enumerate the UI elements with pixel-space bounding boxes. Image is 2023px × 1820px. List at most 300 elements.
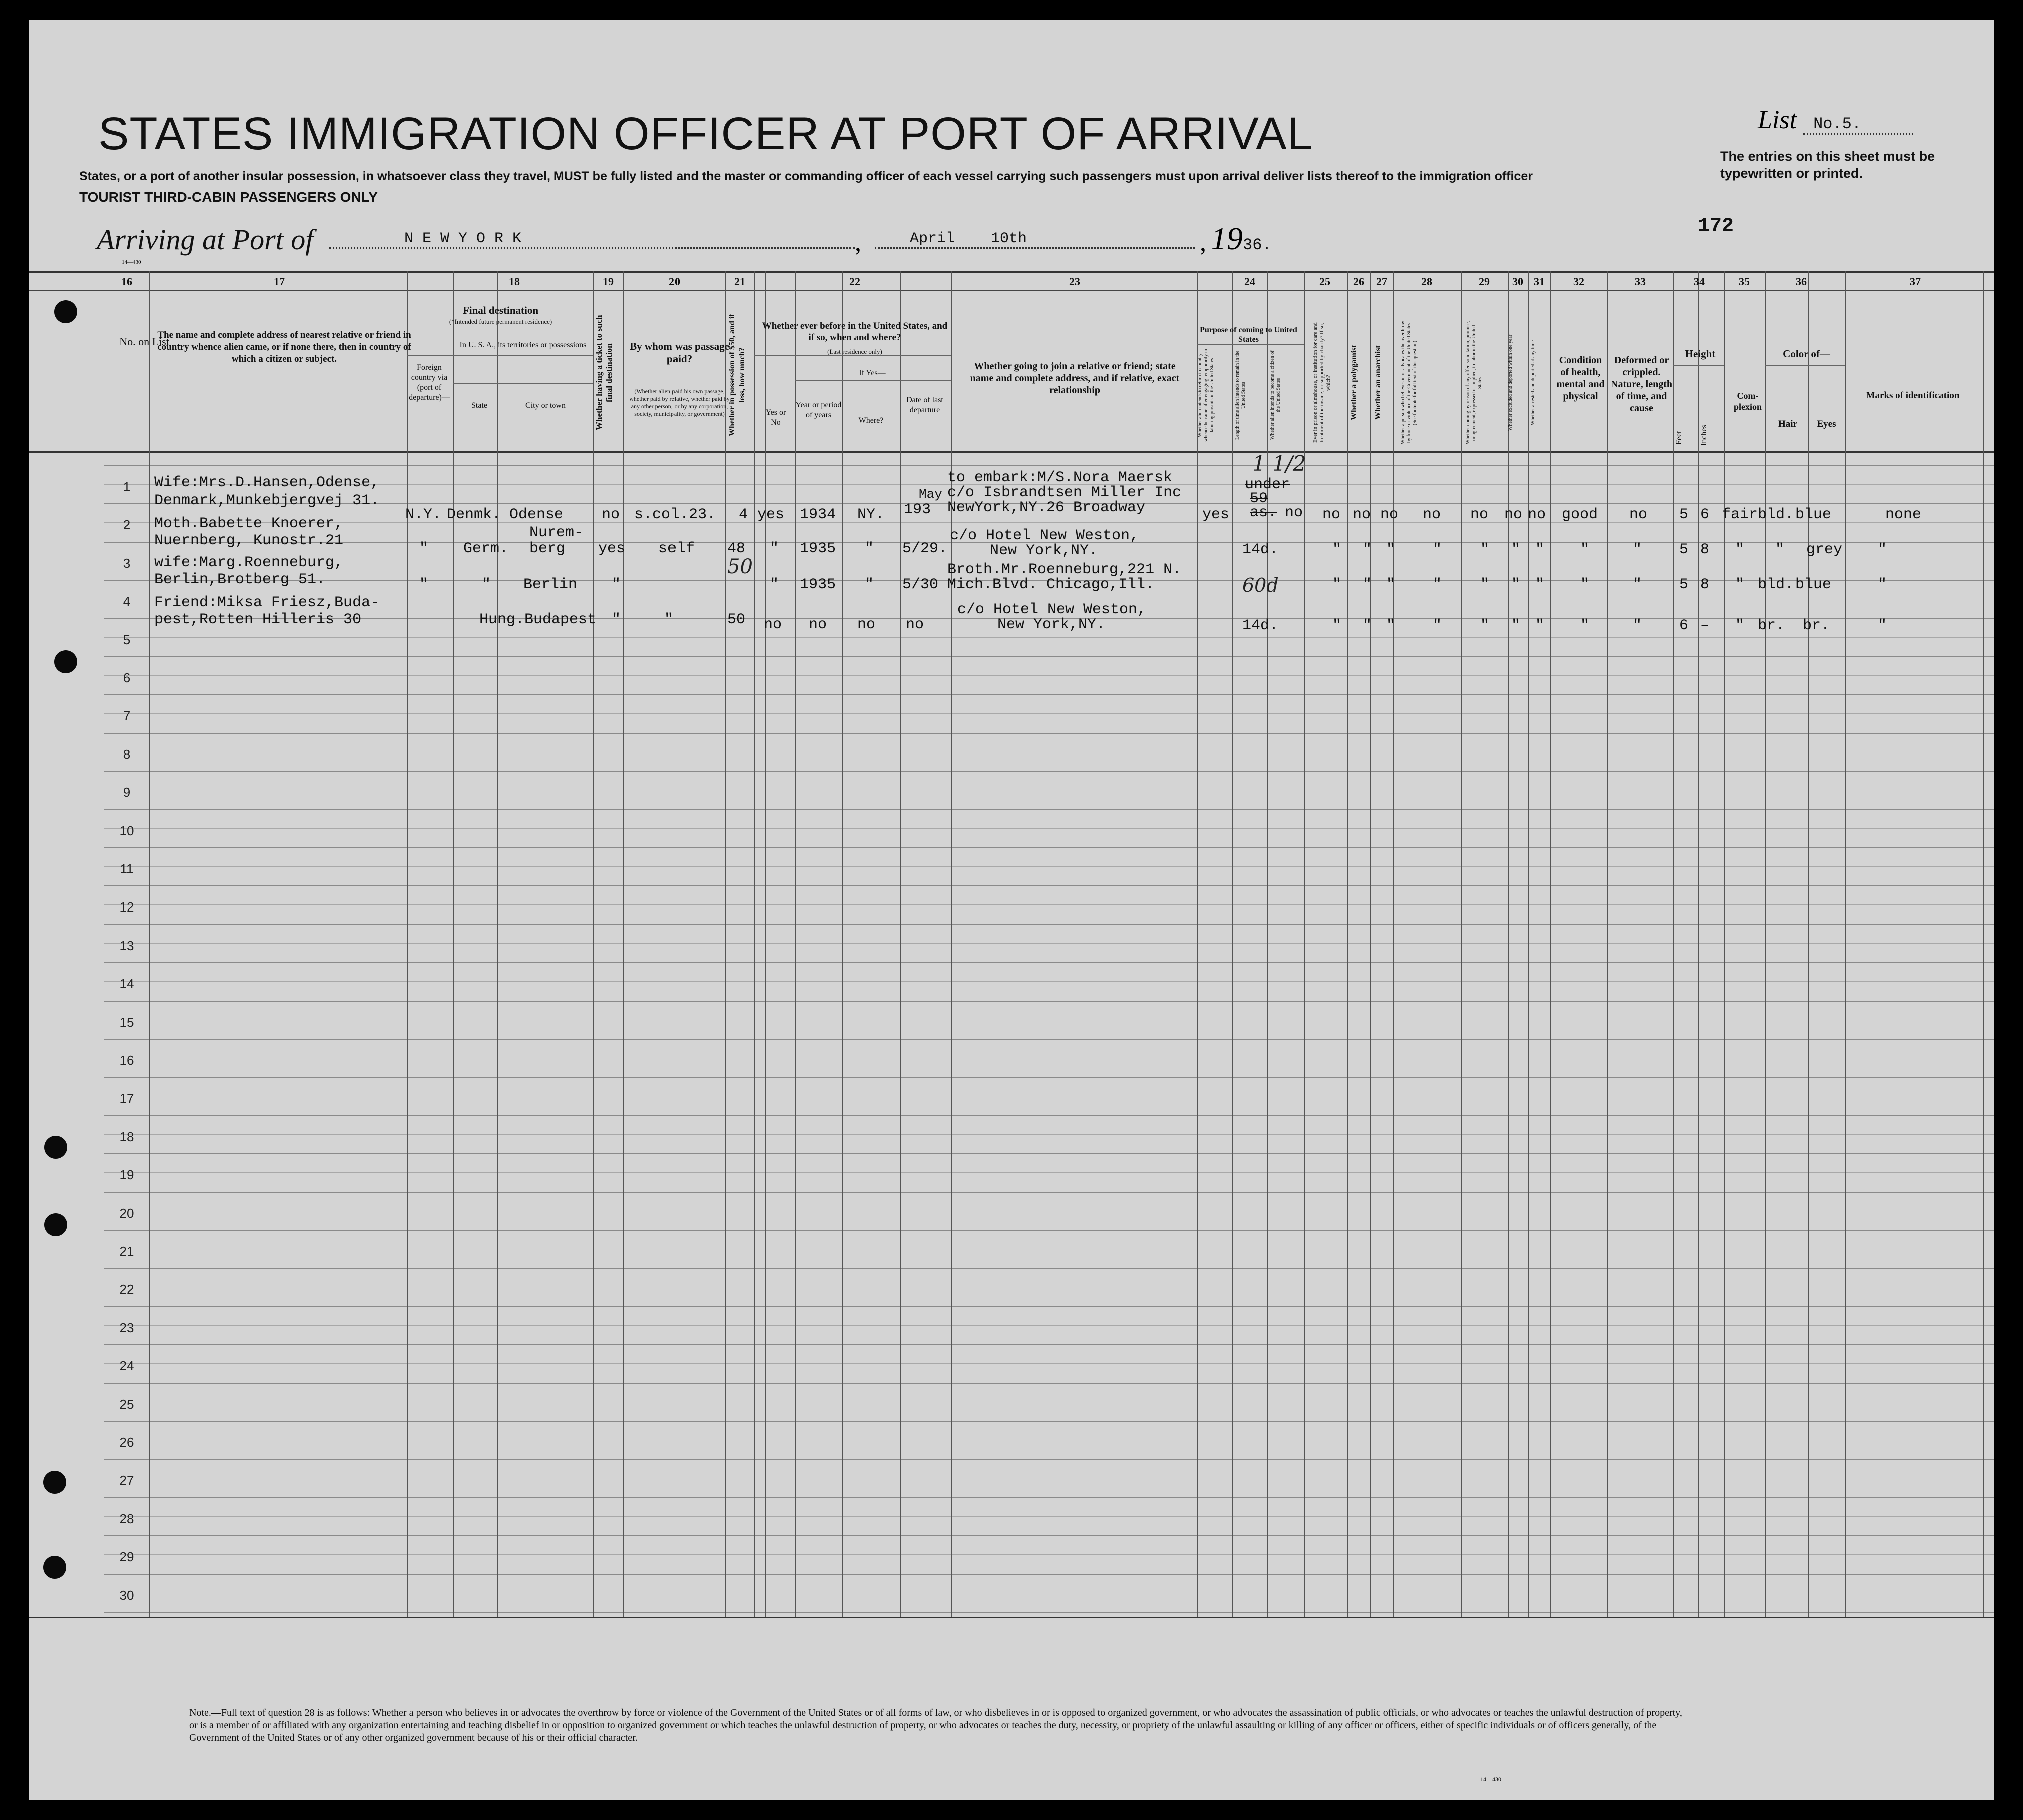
entry-1-q29: no <box>1470 506 1489 523</box>
height-subrule <box>1673 365 1724 366</box>
column-number-36: 36 <box>1796 275 1807 288</box>
entry-1-feet: 5 <box>1679 506 1689 523</box>
row-number-5: 5 <box>123 632 131 647</box>
row-half-rule <box>104 1325 1994 1326</box>
row-number-8: 8 <box>123 747 131 762</box>
header-q30: Whether excluded and deported within one year <box>1508 334 1513 431</box>
header-last-departure: Date of last departure <box>906 396 943 414</box>
column-rule <box>1232 271 1233 1617</box>
entry-4-last-dep: no <box>906 616 924 633</box>
column-number-25: 25 <box>1319 275 1330 288</box>
entry-2-paid-by: self <box>658 540 695 557</box>
entry-2-join-l1: c/o Hotel New Weston, <box>950 527 1139 544</box>
table-top-rule <box>29 271 1994 273</box>
instruction-line: States, or a port of another insular possession, in whatsoever class they travel, MUST be fully listed and the master or commanding officer of each vessel carrying such passengers must upon arrival deliver lists thereof to the immigration officer <box>79 169 1533 183</box>
entry-4-period: no <box>809 616 827 633</box>
entry-1-foreign: N.Y. <box>405 506 442 523</box>
usa-subrule <box>453 383 593 384</box>
row-rule <box>104 1535 1994 1536</box>
entry-4-complexion: " <box>1735 617 1745 634</box>
row-rule <box>104 771 1994 772</box>
header-q28: Whether a person who believes in or advocates the overthrow by force or violence of the Government of the United States (See footnote for full text of this question) <box>1400 321 1418 445</box>
table-bottom-rule <box>29 1617 1994 1618</box>
header-no-on-list: No. on List <box>119 335 169 348</box>
row-rule <box>104 1306 1994 1307</box>
entry-3-feet: 5 <box>1679 576 1689 593</box>
row-number-23: 23 <box>119 1320 134 1335</box>
entry-4-join-l2: New York,NY. <box>997 616 1106 633</box>
row-rule <box>104 1497 1994 1498</box>
column-number-37: 37 <box>1910 275 1921 288</box>
row-rule <box>104 885 1994 886</box>
header-final-destination-sub: (*Intended future permanent residence) <box>449 318 552 325</box>
header-deformed: Deformed or crippled. Nature, length of time, and cause <box>1611 355 1672 414</box>
row-half-rule <box>104 675 1994 676</box>
row-half-rule <box>104 522 1994 523</box>
entry-2-purpose-length: 14d. <box>1242 541 1279 558</box>
row-number-9: 9 <box>123 785 131 800</box>
entry-3-q31: " <box>1535 576 1545 593</box>
column-number-20: 20 <box>669 275 680 288</box>
binder-hole <box>54 650 77 673</box>
column-number-18: 18 <box>509 275 520 288</box>
header-foreign-country: Foreign country via (port of departure)— <box>409 363 450 402</box>
header-purpose: Purpose of coming to United States <box>1200 326 1297 344</box>
entry-3-eyes: blue <box>1795 576 1832 593</box>
column-rule <box>149 271 150 1617</box>
header-bottom-rule <box>29 451 1994 453</box>
entry-1-city: Odense <box>509 506 564 523</box>
header-yes-no: Yes or No <box>765 408 786 427</box>
row-half-rule <box>104 1516 1994 1517</box>
entry-2-q25: " <box>1332 541 1342 558</box>
list-label-text: List <box>1758 106 1797 134</box>
row-rule <box>104 1039 1994 1040</box>
column-rule <box>1508 271 1509 1617</box>
entry-4-inches: – <box>1700 617 1710 634</box>
row-number-22: 22 <box>119 1282 134 1297</box>
row-half-rule <box>104 1134 1994 1135</box>
column-number-16: 16 <box>121 275 132 288</box>
entry-1-q26: no <box>1353 506 1371 523</box>
column-rule <box>1845 271 1846 1617</box>
comma-1: , <box>855 228 861 257</box>
entry-1-purpose-length-hand: 1 1/2 <box>1252 451 1306 476</box>
row-rule <box>104 1383 1994 1384</box>
entry-2-feet: 5 <box>1679 541 1689 558</box>
arriving-label: Arriving at Port of <box>97 223 314 256</box>
entry-3-q27: " <box>1386 576 1396 593</box>
header-complexion: Com-plexion <box>1733 391 1762 412</box>
entry-3-where: " <box>865 576 874 593</box>
column-rule <box>1698 271 1699 1617</box>
row-number-28: 28 <box>119 1511 134 1526</box>
row-rule <box>104 1115 1994 1116</box>
column-rule <box>453 271 454 1617</box>
row-number-10: 10 <box>119 823 134 838</box>
row-half-rule <box>104 904 1994 905</box>
column-number-31: 31 <box>1534 275 1545 288</box>
entry-3-relative-l1: wife:Marg.Roenneburg, <box>154 554 344 571</box>
entry-2-where: " <box>865 540 874 557</box>
entry-1-last-dep: 193 <box>904 501 931 518</box>
year-prefix: 19 <box>1211 221 1243 256</box>
final-destination-subrule <box>407 355 593 356</box>
binder-hole <box>44 1136 67 1159</box>
column-number-28: 28 <box>1421 275 1432 288</box>
header-final-destination: Final destination <box>462 304 539 316</box>
column-rule <box>407 271 408 1617</box>
row-number-24: 24 <box>119 1358 134 1373</box>
entry-2-before-yes: " <box>770 540 779 557</box>
color-subrule <box>1765 365 1845 366</box>
row-half-rule <box>104 866 1994 867</box>
entry-1-state: Denmk. <box>447 506 501 523</box>
column-rule <box>1808 271 1809 1617</box>
entry-1-q25: no <box>1322 506 1341 523</box>
column-number-26: 26 <box>1353 275 1364 288</box>
entry-1-money: 4 <box>739 506 748 523</box>
row-rule <box>104 1421 1994 1422</box>
row-rule <box>104 656 1994 657</box>
entry-3-city: Berlin <box>523 576 578 593</box>
header-height: Height <box>1685 348 1716 360</box>
entry-1-purpose-citizen: no <box>1285 504 1303 521</box>
entry-3-health: " <box>1580 576 1590 593</box>
entry-3-hair: bld. <box>1758 576 1794 593</box>
column-rule <box>754 271 755 1617</box>
header-purpose-citizen: Whether alien intends to become a citizen of the United States <box>1270 350 1281 440</box>
row-half-rule <box>104 1172 1994 1173</box>
entry-3-purpose-length-hand: 60d <box>1242 574 1279 596</box>
entry-4-eyes: br. <box>1803 617 1830 634</box>
entry-4-q27: " <box>1386 617 1396 634</box>
column-rule <box>900 271 901 1617</box>
entry-1-period: 1934 <box>800 506 836 523</box>
entry-3-period: 1935 <box>800 576 836 593</box>
entry-2-money: 48 <box>727 540 746 557</box>
header-ticket: Whether having a ticket to such final destination <box>594 315 614 431</box>
binder-hole <box>44 1213 67 1236</box>
row-number-18: 18 <box>119 1129 134 1144</box>
row-number-30: 30 <box>119 1588 134 1603</box>
header-passage-paid-sub: (Whether alien paid his own passage, whether paid by relative, whether paid by any other person, or by any corporation, society, municipality, or government) <box>629 388 730 417</box>
column-rule <box>1765 271 1766 1617</box>
header-eyes: Eyes <box>1817 419 1836 429</box>
header-health: Condition of health, mental and physical <box>1556 355 1605 402</box>
column-number-27: 27 <box>1376 275 1387 288</box>
binder-hole <box>43 1556 66 1579</box>
arrival-day: 10th <box>991 230 1027 247</box>
row-rule <box>104 1268 1994 1269</box>
entry-1-eyes: blue <box>1795 506 1832 523</box>
entry-4-q31: " <box>1535 617 1545 634</box>
row-number-15: 15 <box>119 1015 134 1030</box>
entry-2-foreign: " <box>419 540 429 557</box>
row-half-rule <box>104 637 1994 638</box>
entry-3-q30: " <box>1511 576 1521 593</box>
row-number-21: 21 <box>119 1244 134 1259</box>
entry-2-period: 1935 <box>800 540 836 557</box>
header-hair: Hair <box>1778 419 1797 429</box>
footnote-form-code: 14—430 <box>1480 1776 1501 1783</box>
entry-1-health: good <box>1562 506 1598 523</box>
entry-4-q28: " <box>1433 617 1442 634</box>
entry-2-marks: " <box>1878 541 1887 558</box>
column-rule <box>1197 271 1198 1617</box>
entry-1-purpose-length-3: as. <box>1250 504 1277 521</box>
port-of-arrival: N E W Y O R K <box>329 230 855 249</box>
year-suffix: 36. <box>1243 236 1272 254</box>
manifest-sheet <box>29 20 1994 1800</box>
header-q29: Whether coming by reason of any offer, solicitation, promise, or agreement, expressed or implied, to labor in the United States <box>1465 321 1483 445</box>
row-number-26: 26 <box>119 1435 134 1450</box>
entry-1-paid-by: s.col.23. <box>634 506 716 523</box>
entry-4-before-yes: no <box>764 616 782 633</box>
row-half-rule <box>104 981 1994 982</box>
row-number-17: 17 <box>119 1091 134 1106</box>
entry-2-hair: " <box>1775 541 1785 558</box>
entry-2-q29: " <box>1480 541 1490 558</box>
entry-1-inches: 6 <box>1700 506 1710 523</box>
entry-3-money-hand: 50 <box>727 555 753 578</box>
binder-hole <box>43 1471 66 1494</box>
entry-4-paid-by: " <box>664 611 674 628</box>
entry-2-inches: 8 <box>1700 541 1710 558</box>
entry-1-complexion: fair <box>1722 506 1758 523</box>
row-rule <box>104 694 1994 695</box>
row-number-3: 3 <box>123 556 131 571</box>
entry-2-city-l2: berg <box>529 540 566 557</box>
row-rule <box>104 962 1994 963</box>
binder-hole <box>54 300 77 323</box>
entry-2-complexion: " <box>1735 541 1745 558</box>
entry-1-relative-l1: Wife:Mrs.D.Hansen,Odense, <box>154 474 380 491</box>
entry-2-q30: " <box>1511 541 1521 558</box>
column-rule <box>1550 271 1551 1617</box>
entry-2-ticket: yes <box>598 540 626 557</box>
comma-2: , <box>1200 228 1206 257</box>
entry-2-eyes: grey <box>1806 541 1843 558</box>
row-number-12: 12 <box>119 899 134 915</box>
header-previously-in-us-sub: (Last residence only) <box>827 348 882 355</box>
header-purpose-length: Length of time alien intends to remain in the United States <box>1235 350 1246 440</box>
row-number-7: 7 <box>123 708 131 723</box>
entry-1-marks: none <box>1885 506 1922 523</box>
arrival-month: April <box>910 230 955 247</box>
header-period: Year or period of years <box>795 401 842 419</box>
entry-4-q29: " <box>1480 617 1490 634</box>
entry-3-q25: " <box>1332 576 1342 593</box>
row-rule <box>104 1001 1994 1002</box>
column-number-22: 22 <box>849 275 860 288</box>
column-rule <box>1347 271 1348 1617</box>
column-rule <box>497 271 498 1617</box>
row-number-1: 1 <box>123 479 131 494</box>
entry-4-q26: " <box>1363 617 1372 634</box>
header-color-of: Color of— <box>1783 348 1830 360</box>
entry-1-last-dep-month: May <box>919 487 942 502</box>
entry-3-complexion: " <box>1735 576 1745 593</box>
entry-3-inches: 8 <box>1700 576 1710 593</box>
entry-1-join-l1: to embark:M/S.Nora Maersk <box>947 469 1173 486</box>
form-title: STATES IMMIGRATION OFFICER AT PORT OF ARRIVAL <box>98 108 1313 159</box>
entry-3-ticket: " <box>612 576 621 593</box>
column-rule <box>1370 271 1371 1617</box>
entry-1-q31: no <box>1528 506 1546 523</box>
entry-3-marks: " <box>1878 576 1887 593</box>
header-usa: In U. S. A., its territories or possessions <box>459 341 587 349</box>
column-rule <box>593 271 594 1617</box>
entry-4-relative-l2: pest,Rotten Hilleris 30 <box>154 611 362 628</box>
row-number-16: 16 <box>119 1053 134 1068</box>
entry-1-join-l2: c/o Isbrandtsen Miller Inc <box>947 484 1182 501</box>
column-number-30: 30 <box>1512 275 1523 288</box>
entry-3-join-l1: Broth.Mr.Roenneburg,221 N. <box>947 561 1182 578</box>
entry-4-relative-l1: Friend:Miksa Friesz,Buda- <box>154 594 380 611</box>
entry-4-health: " <box>1580 617 1590 634</box>
column-number-23: 23 <box>1069 275 1080 288</box>
entry-2-last-dep: 5/29. <box>902 540 948 557</box>
entry-2-state: Germ. <box>463 540 509 557</box>
row-rule <box>104 1574 1994 1575</box>
row-rule <box>104 847 1994 848</box>
header-where: Where? <box>858 416 884 425</box>
header-inches: Inches <box>1700 425 1708 446</box>
entry-1-q28: no <box>1423 506 1441 523</box>
row-rule <box>104 809 1994 810</box>
column-number-21: 21 <box>734 275 745 288</box>
entry-2-join-l2: New York,NY. <box>990 542 1098 559</box>
entry-1-join-l3: NewYork,NY.26 Broadway <box>947 499 1146 516</box>
column-number-35: 35 <box>1739 275 1750 288</box>
entry-1-deformed: no <box>1629 506 1648 523</box>
entry-4-deformed: " <box>1633 617 1642 634</box>
entry-3-q28: " <box>1433 576 1442 593</box>
row-number-29: 29 <box>119 1549 134 1564</box>
entry-1-q30: no <box>1504 506 1523 523</box>
row-number-11: 11 <box>120 861 134 876</box>
row-rule <box>104 1459 1994 1460</box>
column-number-24: 24 <box>1244 275 1255 288</box>
header-purpose-return: Whether alien intends to return to country whence he came after engaging temporarily in laboring pursuits in the United States <box>1197 349 1215 442</box>
column-number-34: 34 <box>1694 275 1705 288</box>
entry-4-q30: " <box>1511 617 1521 634</box>
entry-2-city-l1: Nurem- <box>529 524 584 541</box>
entry-2-deformed: " <box>1633 541 1642 558</box>
row-number-25: 25 <box>119 1397 134 1412</box>
column-number-19: 19 <box>603 275 614 288</box>
entry-3-state: " <box>482 576 491 593</box>
entry-4-purpose-length: 14d. <box>1242 617 1279 634</box>
entry-1-purpose-length-1: under <box>1245 476 1290 493</box>
column-number-33: 33 <box>1635 275 1646 288</box>
column-rule <box>765 271 766 1617</box>
entry-1-hair: bld. <box>1758 506 1794 523</box>
header-if-yes: If Yes— <box>859 369 886 377</box>
row-number-4: 4 <box>123 594 131 609</box>
entry-3-relative-l2: Berlin,Brotberg 51. <box>154 571 326 588</box>
entry-3-deformed: " <box>1633 576 1642 593</box>
entry-3-q29: " <box>1480 576 1490 593</box>
column-rule <box>795 271 796 1617</box>
entry-2-relative-l1: Moth.Babette Knoerer, <box>154 515 344 532</box>
entry-3-q26: " <box>1363 576 1372 593</box>
form-code: 14—430 <box>122 259 141 265</box>
header-anarchist: Whether an anarchist <box>1374 345 1382 420</box>
entry-3-last-dep: 5/30 <box>902 576 939 593</box>
entry-1-before-yes: yes <box>757 506 785 523</box>
header-feet: Feet <box>1675 431 1683 445</box>
header-city: City or town <box>525 401 566 410</box>
typewritten-note: The entries on this sheet must be typewritten or printed. <box>1720 149 1935 181</box>
row-number-6: 6 <box>123 670 131 685</box>
row-rule <box>104 733 1994 734</box>
entry-4-city: Budapest <box>524 611 597 628</box>
entry-4-hair: br. <box>1758 617 1785 634</box>
column-rule <box>725 271 726 1617</box>
column-rule <box>1607 271 1608 1617</box>
purpose-subrule <box>1197 344 1304 345</box>
entry-3-before-yes: " <box>770 576 779 593</box>
row-half-rule <box>104 713 1994 714</box>
row-rule <box>104 1077 1994 1078</box>
entry-4-q25: " <box>1332 617 1342 634</box>
entry-4-money: 50 <box>727 611 746 628</box>
entry-1-ticket: no <box>602 506 620 523</box>
header-join-relative: Whether going to join a relative or friend; state name and complete address, and if relative, exact relationship <box>970 361 1180 396</box>
row-number-19: 19 <box>119 1167 134 1182</box>
entry-2-q28: " <box>1433 541 1442 558</box>
row-rule <box>104 1344 1994 1345</box>
list-number: No.5. <box>1803 115 1913 135</box>
column-rule <box>1461 271 1462 1617</box>
entry-1-relative-l2: Denmark,Munkebjergvej 31. <box>154 492 380 509</box>
entry-1-q27: no <box>1380 506 1399 523</box>
column-number-17: 17 <box>274 275 285 288</box>
entry-3-foreign: " <box>419 576 429 593</box>
column-rule <box>1724 271 1725 1617</box>
column-rule <box>1393 271 1394 1617</box>
entry-4-marks: " <box>1878 617 1887 634</box>
entry-3-join-l2: Mich.Blvd. Chicago,Ill. <box>947 576 1155 593</box>
column-rule <box>623 271 624 1617</box>
row-half-rule <box>104 1363 1994 1364</box>
entry-4-where: no <box>857 616 876 633</box>
entry-4-feet: 6 <box>1679 617 1689 634</box>
header-money: Whether in possession of $50, and if less, how much? <box>728 314 746 437</box>
entry-2-relative-l2: Nuernberg, Kunostr.21 <box>154 532 344 549</box>
row-half-rule <box>104 943 1994 944</box>
row-number-14: 14 <box>119 976 134 991</box>
entry-4-join-l1: c/o Hotel New Weston, <box>957 601 1147 618</box>
entry-2-q26: " <box>1363 541 1372 558</box>
entry-1-purpose-length-2: 59 <box>1250 490 1268 507</box>
column-rule <box>1983 271 1984 1617</box>
entry-4-ticket: " <box>612 611 621 628</box>
entry-2-q27: " <box>1386 541 1396 558</box>
entry-1-where: NY. <box>857 506 885 523</box>
row-rule <box>104 1192 1994 1193</box>
header-relative-address: The name and complete address of nearest relative or friend in country whence alien came, or if none there, then in country of which a citizen or subject. <box>157 330 411 364</box>
entry-2-q31: " <box>1535 541 1545 558</box>
column-rule <box>1528 271 1529 1617</box>
row-number-13: 13 <box>119 938 134 953</box>
column-number-rule <box>29 290 1994 291</box>
page-number: 172 <box>1698 215 1734 238</box>
entry-1-purpose-return: yes <box>1202 506 1230 523</box>
row-half-rule <box>104 828 1994 829</box>
